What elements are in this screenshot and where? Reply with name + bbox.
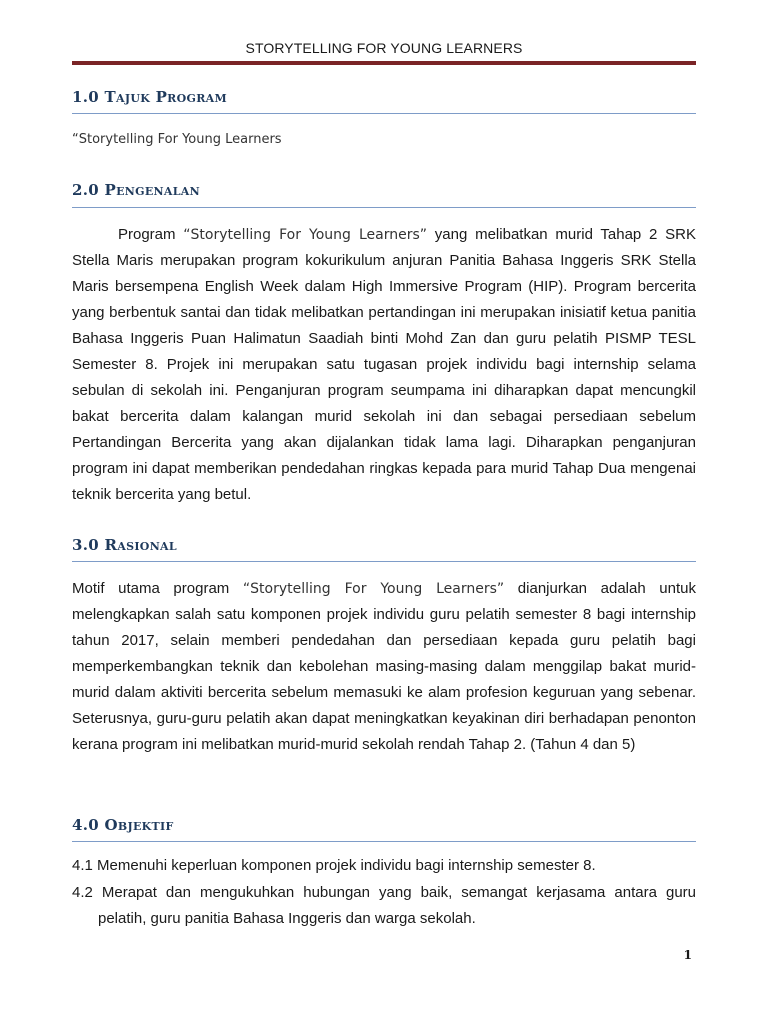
- program-name: “Storytelling For Young Learners: [72, 132, 282, 147]
- pengenalan-paragraph: [72, 222, 696, 508]
- objektif-item: 4.2 Merapat dan mengukuhkan hubungan yang baik, semangat kerjasama antara guru pelatih, guru panitia Bahasa Inggeris dan warga sekolah.: [72, 884, 696, 927]
- pengenalan-lead: Program: [118, 226, 184, 243]
- rasional-paragraph: [72, 576, 696, 758]
- section-rule: [72, 113, 696, 114]
- pengenalan-quoted: “Storytelling For Young Learners”: [183, 227, 428, 243]
- section-rule: [72, 561, 696, 562]
- rasional-body: dianjurkan adalah untuk melengkapkan salah satu komponen projek individu guru pelatih semester 8 bagi internship tahun 2017, selain memberi pendedahan dan persediaan kepada guru pelatih bagi memperkembangkan teknik dan kebolehan masing-masing dalam menggilap bakat murid-murid dalam aktiviti bercerita sebelum memasuki ke alam profesion keguruan yang sebenar. Seterusnya, guru-guru pelatih akan dapat meningkatkan keyakinan diri berhadapan penonton kerana program ini melibatkan murid-murid sekolah rendah Tahap 2. (Tahun 4 dan 5): [72, 580, 696, 753]
- rasional-quoted: “Storytelling For Young Learners”: [242, 581, 505, 597]
- section-heading-pengenalan: 2.0 Pengenalan: [72, 181, 200, 199]
- pengenalan-body: yang melibatkan murid Tahap 2 SRK Stella Maris merupakan program kokurikulum anjuran Panitia Bahasa Inggeris SRK Stella Maris bersempena English Week dalam High Immersive Program (HIP). Program bercerita yang berbentuk santai dan tidak melibatkan pertandingan ini merupakan inisiatif ketua panitia Bahasa Inggeris Puan Halimatun Saadiah binti Mohd Zan dan guru pelatih PISMP TESL Semester 8. Projek ini merupakan satu tugasan projek individu bagi internship selama sebulan di sekolah ini. Penganjuran program seumpama ini diharapkan dapat mencungkil bakat bercerita dalam kalangan murid sekolah ini dan sebagai persediaan sebelum Pertandingan Bercerita yang akan dijalankan tidak lama lagi. Diharapkan penganjuran program ini dapat memberikan pendedahan ringkas kepada para murid Tahap Dua mengenai teknik bercerita yang betul.: [72, 226, 696, 503]
- objektif-item: 4.1 Memenuhi keperluan komponen projek individu bagi internship semester 8.: [72, 857, 596, 874]
- page-number: 1: [683, 948, 692, 962]
- section-heading-objektif: 4.0 Objektif: [72, 816, 174, 834]
- rasional-lead: Motif utama program: [72, 580, 243, 597]
- header-rule: [72, 61, 696, 65]
- section-rule: [72, 207, 696, 208]
- page-header: STORYTELLING FOR YOUNG LEARNERS: [245, 40, 523, 56]
- section-rule: [72, 841, 696, 842]
- section-heading-tajuk: 1.0 Tajuk Program: [72, 88, 227, 106]
- section-heading-rasional: 3.0 Rasional: [72, 536, 177, 554]
